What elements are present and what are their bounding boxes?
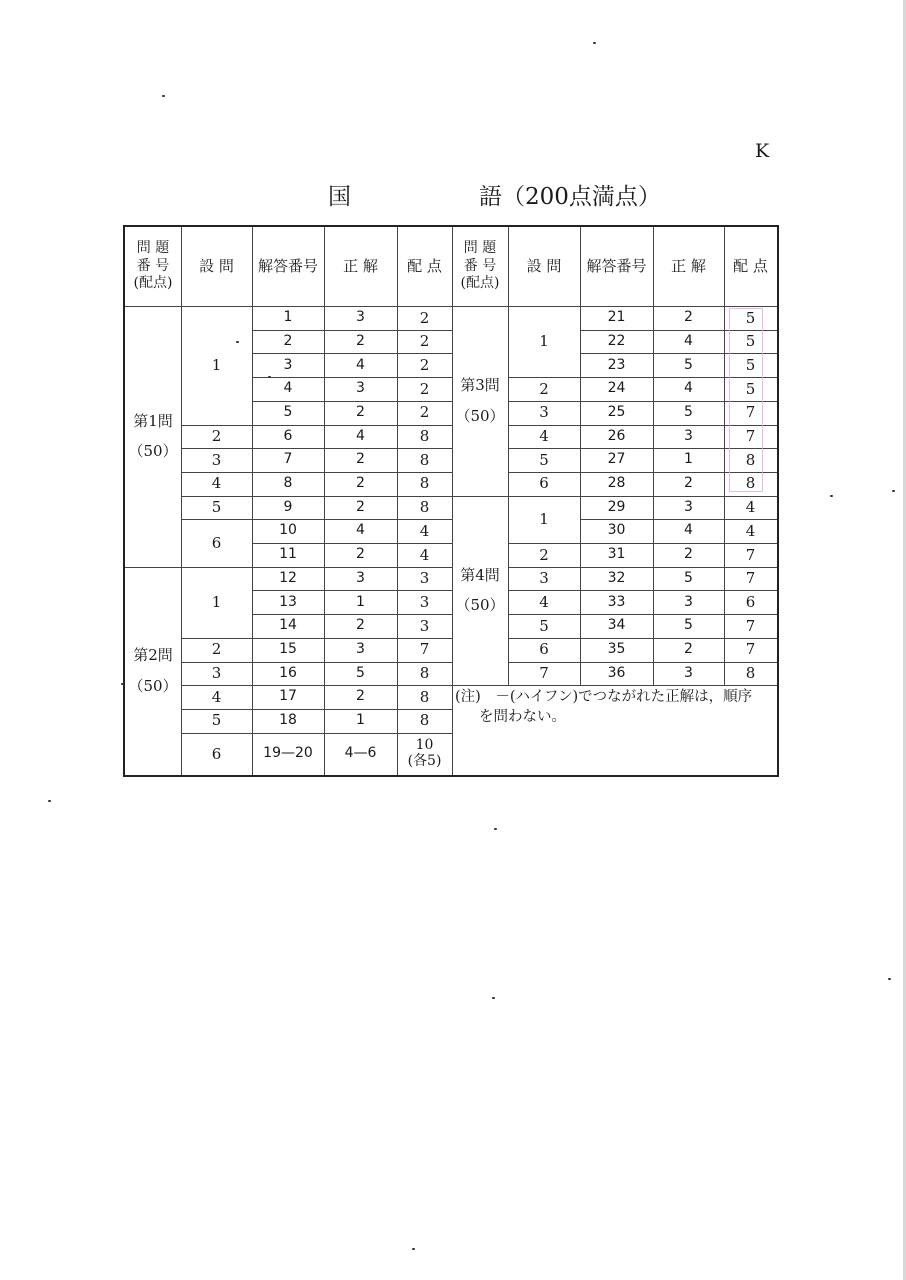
setsumon-left: 3 xyxy=(211,664,222,683)
header-mondai-line: (配点) xyxy=(133,275,173,292)
setsumon-right: 6 xyxy=(539,640,549,659)
correct-answer: 5 xyxy=(684,569,693,586)
setsumon-right: 7 xyxy=(539,664,549,683)
correct-answer: 2 xyxy=(684,309,693,326)
section-name: 第3問 xyxy=(460,376,500,395)
answer-number: 28 xyxy=(607,475,626,492)
correct-answer: 1 xyxy=(356,593,365,610)
answer-number: 15 xyxy=(279,640,297,657)
scan-speck xyxy=(121,683,124,685)
points: 7 xyxy=(745,569,756,588)
header-seikai-left: 正 解 xyxy=(343,257,378,276)
answer-number: 33 xyxy=(607,593,626,610)
section-name: 第2問 xyxy=(133,646,173,665)
scan-speck xyxy=(162,95,165,97)
section-label xyxy=(125,567,181,775)
setsumon-left: 6 xyxy=(211,744,222,763)
points: 7 xyxy=(745,545,756,564)
points: 8 xyxy=(419,664,430,683)
setsumon-left: 4 xyxy=(211,687,222,706)
answer-number: 23 xyxy=(607,356,626,373)
points: 4 xyxy=(419,521,430,540)
setsumon-right: 1 xyxy=(539,332,549,351)
answer-number: 27 xyxy=(607,451,626,468)
correct-answer: 5 xyxy=(684,617,693,634)
points: 2 xyxy=(419,379,430,398)
setsumon-left: 1 xyxy=(211,592,222,611)
answer-number: 5 xyxy=(283,403,293,420)
header-mondai-line: 番 号 xyxy=(463,257,497,274)
answer-number: 22 xyxy=(607,332,626,349)
setsumon-right: 5 xyxy=(539,616,549,635)
correct-answer: 4 xyxy=(356,356,365,373)
scan-speck xyxy=(492,997,495,999)
setsumon-left: 3 xyxy=(211,450,222,469)
answer-number: 26 xyxy=(607,427,626,444)
correct-answer: 4 xyxy=(684,380,693,397)
points: 2 xyxy=(419,403,430,422)
answer-number: 25 xyxy=(607,403,626,420)
points: 8 xyxy=(419,427,430,446)
title-left: 国 xyxy=(328,184,351,210)
points: 3 xyxy=(419,569,430,588)
correct-answer: 5 xyxy=(684,403,693,420)
answer-number: 21 xyxy=(607,309,626,326)
footnote-line2: を問わない。 xyxy=(479,708,566,725)
setsumon-left: 1 xyxy=(211,356,222,374)
highlighter-mark xyxy=(729,308,763,492)
setsumon-right: 2 xyxy=(539,545,549,564)
scan-speck xyxy=(236,341,239,343)
points: 4 xyxy=(745,521,756,540)
setsumon-left: 2 xyxy=(211,640,222,659)
correct-answer: 2 xyxy=(356,546,365,563)
correct-answer: 4 xyxy=(684,522,693,539)
header-kaito-bango-left: 解答番号 xyxy=(257,257,318,276)
answer-number: 29 xyxy=(607,498,626,515)
points: 8 xyxy=(419,450,430,469)
section-label xyxy=(125,306,181,567)
scan-speck xyxy=(888,978,891,980)
correct-answer: 3 xyxy=(684,664,693,681)
points: 7 xyxy=(419,640,430,659)
answer-number: 10 xyxy=(279,522,297,539)
answer-number: 34 xyxy=(607,617,626,634)
answer-number: 12 xyxy=(279,569,297,586)
points: 4 xyxy=(745,498,756,517)
points: 7 xyxy=(745,616,756,635)
scan-speck xyxy=(892,490,895,492)
scan-speck xyxy=(593,42,596,44)
points: 8 xyxy=(419,474,430,493)
footnote xyxy=(455,688,779,727)
points: 3 xyxy=(419,592,430,611)
points: 5 xyxy=(745,332,756,351)
correct-answer: 2 xyxy=(356,403,365,420)
points-breakdown: (各5) xyxy=(407,752,442,769)
setsumon-right: 4 xyxy=(539,592,549,611)
points: 6 xyxy=(745,592,756,611)
correct-answer: 2 xyxy=(356,498,365,515)
form-code-label: K xyxy=(755,140,770,162)
section-label xyxy=(452,496,508,686)
header-mondai-line: 問 題 xyxy=(463,240,497,257)
correct-answer: 4 xyxy=(356,522,365,539)
section-points: （50） xyxy=(455,406,505,425)
setsumon-right: 1 xyxy=(539,510,549,529)
answer-number: 19—20 xyxy=(263,745,313,762)
section-points: （50） xyxy=(128,442,178,461)
setsumon-right: 2 xyxy=(539,379,549,398)
setsumon-left: 5 xyxy=(211,498,222,517)
setsumon-right: 6 xyxy=(539,474,549,493)
title-right: 語（200点満点） xyxy=(479,184,661,210)
points: 8 xyxy=(419,687,430,706)
points: 5 xyxy=(745,355,756,374)
points: 2 xyxy=(419,355,430,374)
section-points: （50） xyxy=(128,676,178,695)
answer-number: 13 xyxy=(279,593,297,610)
correct-answer: 2 xyxy=(684,546,693,563)
answer-table xyxy=(123,225,779,777)
correct-answer: 3 xyxy=(684,427,693,444)
points: 8 xyxy=(745,450,756,469)
points: 5 xyxy=(745,308,756,327)
correct-answer: 1 xyxy=(356,712,365,729)
answer-number: 30 xyxy=(607,522,626,539)
header-setsumon-right: 設 問 xyxy=(526,257,562,276)
answer-number: 17 xyxy=(279,688,297,705)
correct-answer: 2 xyxy=(356,451,365,468)
section-label xyxy=(452,306,508,496)
setsumon-left: 4 xyxy=(211,474,222,493)
correct-answer: 4 xyxy=(684,332,693,349)
setsumon-right: 4 xyxy=(539,427,549,446)
answer-number: 7 xyxy=(283,451,293,468)
header-seikai-right: 正 解 xyxy=(671,257,706,276)
correct-answer: 2 xyxy=(356,475,365,492)
answer-number: 16 xyxy=(279,664,297,681)
scan-speck xyxy=(830,495,833,497)
section-name: 第4問 xyxy=(460,565,500,584)
setsumon-left: 2 xyxy=(211,427,222,446)
correct-answer: 3 xyxy=(356,640,365,657)
correct-answer: 2 xyxy=(356,617,365,634)
points: 7 xyxy=(745,403,756,422)
answer-number: 35 xyxy=(607,640,626,657)
correct-answer: 3 xyxy=(356,309,365,326)
setsumon-left: 5 xyxy=(211,711,222,730)
header-haiten-left: 配 点 xyxy=(407,257,442,276)
correct-answer: 5 xyxy=(684,356,693,373)
header-mondai-line: 問 題 xyxy=(136,240,170,257)
correct-answer: 2 xyxy=(684,640,693,657)
correct-answer: 2 xyxy=(356,688,365,705)
answer-number: 1 xyxy=(283,309,293,326)
points: 8 xyxy=(745,664,756,683)
scan-speck xyxy=(412,1248,415,1250)
answer-number: 36 xyxy=(607,664,626,681)
correct-answer: 4—6 xyxy=(344,745,377,762)
setsumon-right: 3 xyxy=(539,569,549,588)
answer-number: 8 xyxy=(283,475,293,492)
points-value: 10 xyxy=(415,737,434,754)
answer-number: 31 xyxy=(607,546,626,563)
correct-answer: 3 xyxy=(356,380,365,397)
answer-number: 14 xyxy=(279,617,297,634)
header-setsumon-left: 設 問 xyxy=(199,257,234,276)
answer-number: 32 xyxy=(607,569,626,586)
header-mondai-left xyxy=(125,227,181,306)
answer-number: 11 xyxy=(279,546,297,563)
answer-number: 18 xyxy=(279,712,297,729)
points: 4 xyxy=(419,545,430,564)
footnote-line1: (注) －(ハイフン)でつながれた正解は，順序 xyxy=(455,689,753,706)
setsumon-right: 5 xyxy=(539,450,549,469)
answer-number: 9 xyxy=(283,498,293,515)
correct-answer: 5 xyxy=(356,664,365,681)
setsumon-left: 6 xyxy=(211,533,222,552)
points: 2 xyxy=(419,332,430,351)
section-points: （50） xyxy=(455,596,505,615)
scan-speck xyxy=(268,376,271,378)
points: 7 xyxy=(745,640,756,659)
answer-number: 4 xyxy=(283,380,293,397)
scan-speck xyxy=(48,800,51,802)
correct-answer: 2 xyxy=(356,332,365,349)
header-haiten-right: 配 点 xyxy=(733,257,768,276)
points: 3 xyxy=(419,616,430,635)
correct-answer: 2 xyxy=(684,475,693,492)
points: 2 xyxy=(419,308,430,327)
answer-number: 6 xyxy=(283,427,293,444)
header-mondai-line: 番 号 xyxy=(136,257,170,274)
correct-answer: 1 xyxy=(684,451,693,468)
correct-answer: 3 xyxy=(356,569,365,586)
answer-number: 2 xyxy=(283,332,293,349)
points: 5 xyxy=(745,379,756,398)
correct-answer: 3 xyxy=(684,498,693,515)
answer-number: 24 xyxy=(607,380,626,397)
header-mondai-right xyxy=(452,227,508,306)
points: 7 xyxy=(745,427,756,446)
section-name: 第1問 xyxy=(133,411,173,430)
page-title xyxy=(328,178,661,211)
points: 8 xyxy=(745,474,756,493)
scan-speck xyxy=(494,828,497,830)
answer-number: 3 xyxy=(283,356,293,373)
correct-answer: 3 xyxy=(684,593,693,610)
correct-answer: 4 xyxy=(356,427,365,444)
points: 8 xyxy=(419,498,430,517)
header-kaito-bango-right: 解答番号 xyxy=(586,257,647,276)
points xyxy=(397,733,452,775)
points: 8 xyxy=(419,711,430,730)
setsumon-right: 3 xyxy=(539,403,549,422)
header-mondai-line: (配点) xyxy=(460,275,500,292)
